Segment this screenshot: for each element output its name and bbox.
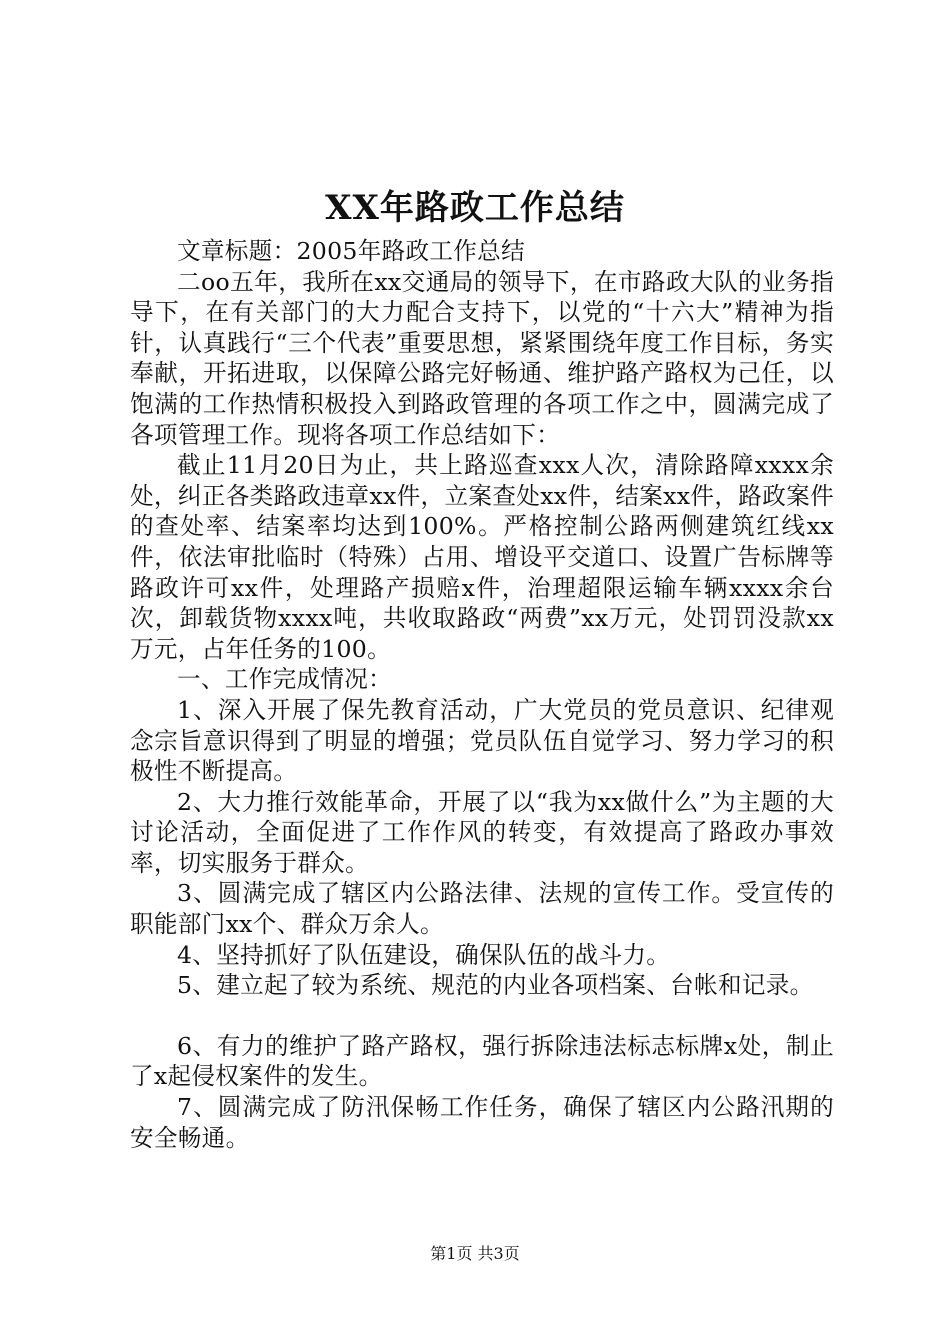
- section-heading: 一、工作完成情况：: [177, 665, 393, 694]
- list-item: 5、建立起了较为系统、规范的内业各项档案、台帐和记录。: [177, 971, 814, 1000]
- page-number-footer: 第1页 共3页: [430, 1244, 520, 1263]
- document-body: [130, 236, 834, 1153]
- list-item: 7、圆满完成了防汛保畅工作任务，确保了辖区内公路汛期的安全畅通。: [130, 1093, 834, 1152]
- article-title-line: 文章标题：2005年路政工作总结: [177, 237, 525, 265]
- list-item: 3、圆满完成了辖区内公路法律、法规的宣传工作。受宣传的职能部门xx个、群众万余人。: [130, 879, 834, 939]
- list-item: 6、有力的维护了路产路权，强行拆除违法标志标牌x处，制止了x起侵权案件的发生。: [130, 1031, 834, 1091]
- list-item: 1、深入开展了保先教育活动，广大党员的党员意识、纪律观念宗旨意识得到了明显的增强；党员队伍自觉学习、努力学习的积极性不断提高。: [130, 695, 834, 786]
- statistics-paragraph: 截止11月20日为止，共上路巡查xxx人次，清除路障xxxx余处，纠正各类路政违章xx件，立案查处xx件，结案xx件，路政案件的查处率、结案率均达到100%。严格控制公路两侧建筑红线xx件，依法审批临时（特殊）占用、增设平交道口、设置广告标牌等路政许可xx件，处理路产损赔x件，治理超限运输车辆xxxx余台次，卸载货物xxxx吨，共收取路政“两费”xx万元，处罚罚没款xx万元，占年任务的100。: [130, 451, 834, 663]
- list-item: 4、坚持抓好了队伍建设，确保队伍的战斗力。: [177, 940, 671, 969]
- document-title: XX年路政工作总结: [325, 188, 625, 228]
- list-item: 2、大力推行效能革命，开展了以“我为xx做什么”为主题的大讨论活动，全面促进了工作作风的转变，有效提高了路政办事效率，切实服务于群众。: [130, 787, 834, 877]
- intro-paragraph: 二oo五年，我所在xx交通局的领导下，在市路政大队的业务指导下，在有关部门的大力配合支持下，以党的“十六大”精神为指针，认真践行“三个代表”重要思想，紧紧围绕年度工作目标，务实奉献，开拓进取，以保障公路完好畅通、维护路产路权为己任，以饱满的工作热情积极投入到路政管理的各项工作之中，圆满完成了各项管理工作。现将各项工作总结如下：: [130, 267, 834, 449]
